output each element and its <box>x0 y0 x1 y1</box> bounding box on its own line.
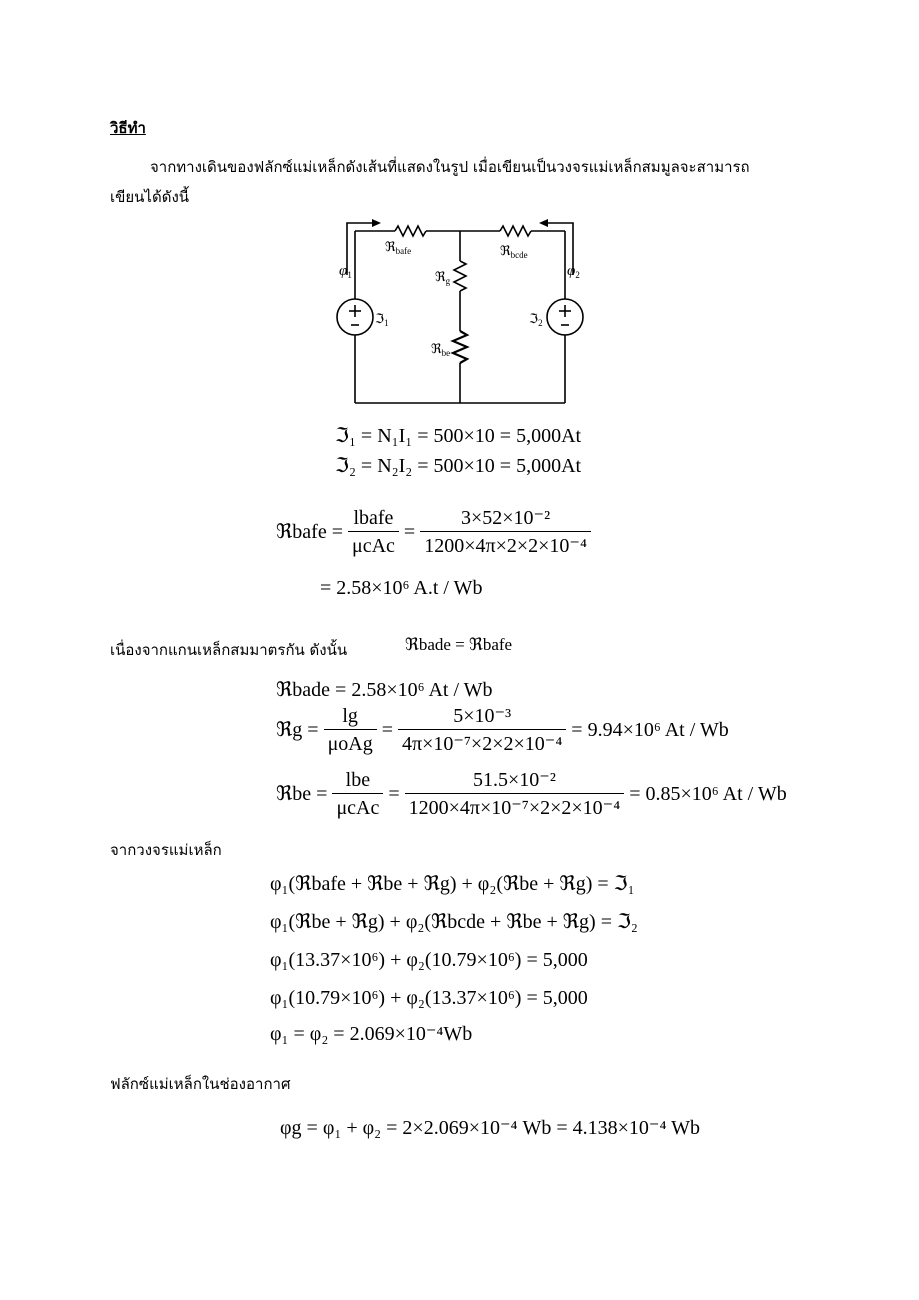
eq-r-be: ℜbe = $\frac{\text{lbe}}{\text{μcAc}}$ = $\frac{\text{51.5×10⁻²}}{\text{1200×4π×10⁻⁷×2×2×10⁻⁴}}$ = 0.85×10⁶ At / Wb <box>276 769 787 819</box>
eq-r-be-num1: lbe <box>345 769 371 791</box>
label-f2: ℑ$_2$ <box>529 311 543 328</box>
intro-line-2: เขียนได้ดังนี้ <box>110 188 190 206</box>
eq-r-g-den1: μoAg <box>324 729 377 754</box>
label-r-g: ℜ$_g$ <box>435 269 451 286</box>
eq-r-be-lhs: ℜbe = <box>276 783 328 805</box>
label-phi1: $\varphi_1$ <box>339 263 352 280</box>
eq-r-bafe-den2: 1200×4π×2×2×10⁻⁴ <box>420 531 591 556</box>
eq-r-bafe-num2: 3×52×10⁻² <box>461 507 551 529</box>
eq-r-bafe-den1: μcAc <box>348 531 399 556</box>
eq-r-g-num2: 5×10⁻³ <box>453 705 512 727</box>
eq-r-be-den2: 1200×4π×10⁻⁷×2×2×10⁻⁴ <box>405 793 625 818</box>
magnetic-circuit-diagram <box>325 215 595 410</box>
label-f1: ℑ$_1$ <box>375 311 389 328</box>
label-phi2: $\varphi_2$ <box>567 263 580 280</box>
label-r-bcde: ℜ$_{bcde}$ <box>500 243 528 260</box>
label-r-be: ℜ$_{be}$ <box>431 341 451 358</box>
eq-r-be-result: = 0.85×10⁶ At / Wb <box>629 783 787 805</box>
numeric-eq-2: φ₁(10.79×10⁶) + φ₂(13.37×10⁶) = 5,000 <box>270 987 588 1009</box>
loop-eq-1: φ₁(ℜbafe + ℜbe + ℜg) + φ₂(ℜbe + ℜg) = ℑ₁ <box>270 873 635 895</box>
eq-mmf-1: ℑ₁ = N₁I₁ = 500×10 = 5,000At <box>335 425 582 447</box>
eq-mmf-2: ℑ₂ = N₂I₂ = 500×10 = 5,000At <box>335 455 582 477</box>
eq-r-bafe-num1: lbafe <box>353 507 394 529</box>
eq-r-be-den1: μcAc <box>332 793 383 818</box>
from-circuit-text: จากวงจรแม่เหล็ก <box>110 841 222 859</box>
air-gap-text: ฟลักซ์แม่เหล็กในช่องอากาศ <box>110 1075 291 1093</box>
numeric-eq-1: φ₁(13.37×10⁶) + φ₂(10.79×10⁶) = 5,000 <box>270 949 588 971</box>
eq-r-g-den2: 4π×10⁻⁷×2×2×10⁻⁴ <box>398 729 566 754</box>
eq-r-bade: ℜbade = 2.58×10⁶ At / Wb <box>276 679 493 701</box>
symmetry-eq: ℜbade = ℜbafe <box>405 635 513 654</box>
eq-r-be-num2: 51.5×10⁻² <box>473 769 556 791</box>
symmetry-text: เนื่องจากแกนเหล็กสมมาตรกัน ดังนั้น <box>110 641 348 659</box>
solution-eq: φ₁ = φ₂ = 2.069×10⁻⁴Wb <box>270 1023 473 1045</box>
eq-r-g-num1: lg <box>342 705 358 727</box>
intro-line-1: จากทางเดินของฟลักซ์แม่เหล็กดังเส้นที่แสดงในรูป เมื่อเขียนเป็นวงจรแม่เหล็กสมมูลจะสามารถ <box>150 158 750 176</box>
eq-r-bafe-result: = 2.58×10⁶ A.t / Wb <box>320 577 483 599</box>
label-r-bafe: ℜ$_{bafe}$ <box>385 239 412 256</box>
eq-r-g-lhs: ℜg = <box>276 719 319 741</box>
eq-r-bafe-lhs: ℜbafe = <box>276 521 343 543</box>
section-heading: วิธีทำ <box>110 119 146 137</box>
eq-r-g-result: = 9.94×10⁶ At / Wb <box>571 719 729 741</box>
loop-eq-2: φ₁(ℜbe + ℜg) + φ₂(ℜbcde + ℜbe + ℜg) = ℑ₂ <box>270 911 638 933</box>
eq-r-bafe: ℜbafe = $\frac{\text{lbafe}}{\text{μcAc}}$ = $\frac{\text{3×52×10⁻²}}{\text{1200×4π×2×2×10⁻⁴}}$ <box>276 508 591 556</box>
air-gap-eq: φg = φ₁ + φ₂ = 2×2.069×10⁻⁴ Wb = 4.138×10⁻⁴ Wb <box>280 1117 700 1139</box>
eq-r-g: ℜg = $\frac{\lg}{\text{μoAg}}$ = $\frac{\text{5×10⁻³}}{\text{4π×10⁻⁷×2×2×10⁻⁴}}$ = 9.94×10⁶ At / Wb <box>276 705 729 755</box>
